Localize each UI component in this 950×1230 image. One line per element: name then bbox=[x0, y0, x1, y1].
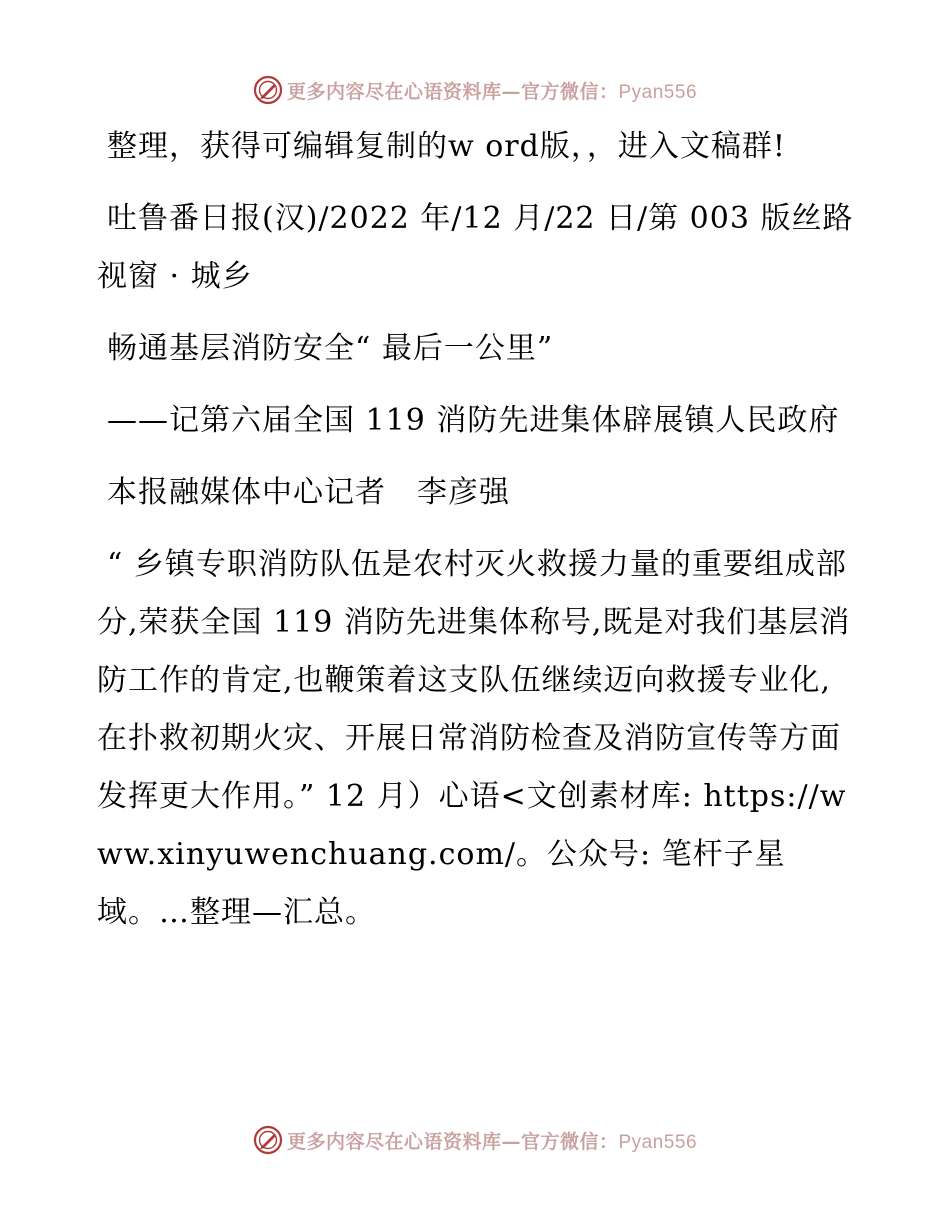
watermark-text: 更多内容尽在心语资料库—官方微信：Pyan556 bbox=[286, 1130, 698, 1153]
watermark-text: 更多内容尽在心语资料库—官方微信：Pyan556 bbox=[286, 80, 698, 103]
header-watermark bbox=[0, 70, 950, 110]
byline: 本报融媒体中心记者 李彦强 bbox=[107, 475, 510, 510]
logo-icon bbox=[253, 75, 283, 105]
intro-paragraph: 整理，获得可编辑复制的w ord版，，进入文稿群! bbox=[107, 129, 786, 164]
document-body bbox=[97, 118, 857, 942]
body-paragraph: “ 乡镇专职消防队伍是农村灭火救援力量的重要组成部分,荣获全国 119 消防先进集体称号,既是对我们基层消防工作的肯定,也鞭策着这支队伍继续迈向救援专业化,在扑救初期火灾、开展日常消防检查及消防宣传等方面发挥更大作用。” 12 月）心语<文创素材库: https://www.xinyuwenchuang.com/。公众号: 笔杆子星域。…整理—汇总。 bbox=[97, 547, 851, 930]
logo-icon bbox=[253, 1125, 283, 1155]
article-subtitle: ——记第六届全国 119 消防先进集体辟展镇人民政府 bbox=[107, 403, 840, 438]
footer-watermark bbox=[0, 1120, 950, 1160]
article-title: 畅通基层消防安全“ 最后一公里” bbox=[107, 331, 554, 366]
source-line: 吐鲁番日报(汉)/2022 年/12 月/22 日/第 003 版丝路视窗 · 城乡 bbox=[97, 201, 854, 294]
